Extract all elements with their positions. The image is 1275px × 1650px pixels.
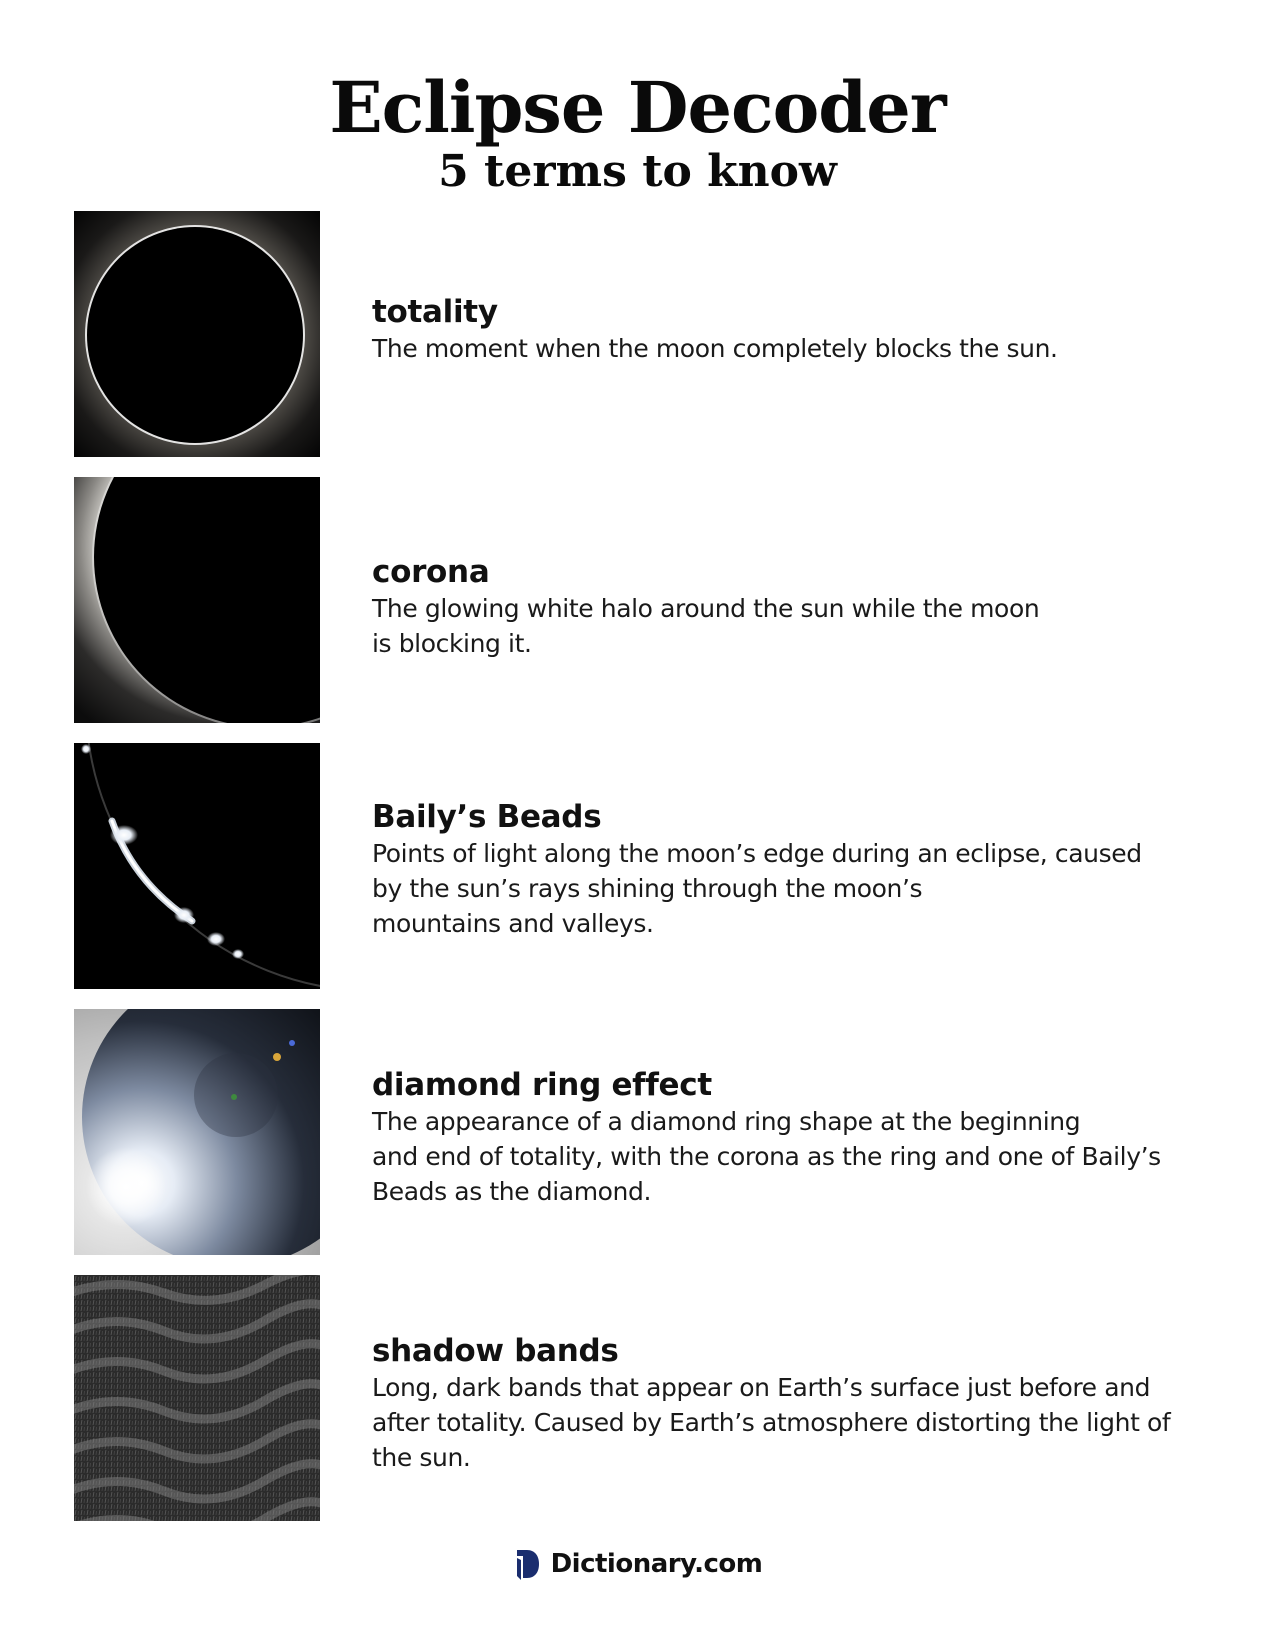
term-diamond-ring-effect (74, 1009, 1214, 1255)
total-eclipse-image (74, 211, 320, 457)
term-word: corona (372, 554, 490, 590)
term-bailys-beads (74, 743, 1214, 989)
term-definition: Points of light along the moon’s edge during an eclipse, caused by the sun’s rays shining through the moon’s mountains and valleys. (372, 839, 1142, 938)
corona-image (74, 477, 320, 723)
footer (0, 1548, 1275, 1584)
term-totality (74, 211, 1214, 457)
term-word: diamond ring effect (372, 1067, 712, 1103)
bailys-beads-image (74, 743, 320, 989)
term-shadow-bands (74, 1275, 1214, 1521)
shadow-bands-image (74, 1275, 320, 1521)
term-word: Baily’s Beads (372, 799, 602, 835)
page-subtitle: 5 terms to know (438, 146, 837, 197)
brand-link[interactable] (513, 1548, 763, 1580)
term-definition: The appearance of a diamond ring shape at the beginning and end of totality, with the corona as the ring and one of Baily’s Beads as the diamond. (372, 1107, 1161, 1206)
brand-name: Dictionary.com (550, 1549, 763, 1579)
header (0, 66, 1275, 198)
term-corona (74, 477, 1214, 723)
term-definition: Long, dark bands that appear on Earth’s surface just before and after totality. Caused by Earth’s atmosphere distorting the light of the sun. (372, 1373, 1171, 1472)
diamond-ring-image (74, 1009, 320, 1255)
dictionary-logo-icon (513, 1548, 541, 1580)
term-definition: The moment when the moon completely blocks the sun. (372, 334, 1058, 363)
term-word: totality (372, 294, 498, 330)
term-word: shadow bands (372, 1333, 619, 1369)
term-definition: The glowing white halo around the sun while the moon is blocking it. (372, 594, 1040, 658)
page-title: Eclipse Decoder (329, 66, 946, 149)
